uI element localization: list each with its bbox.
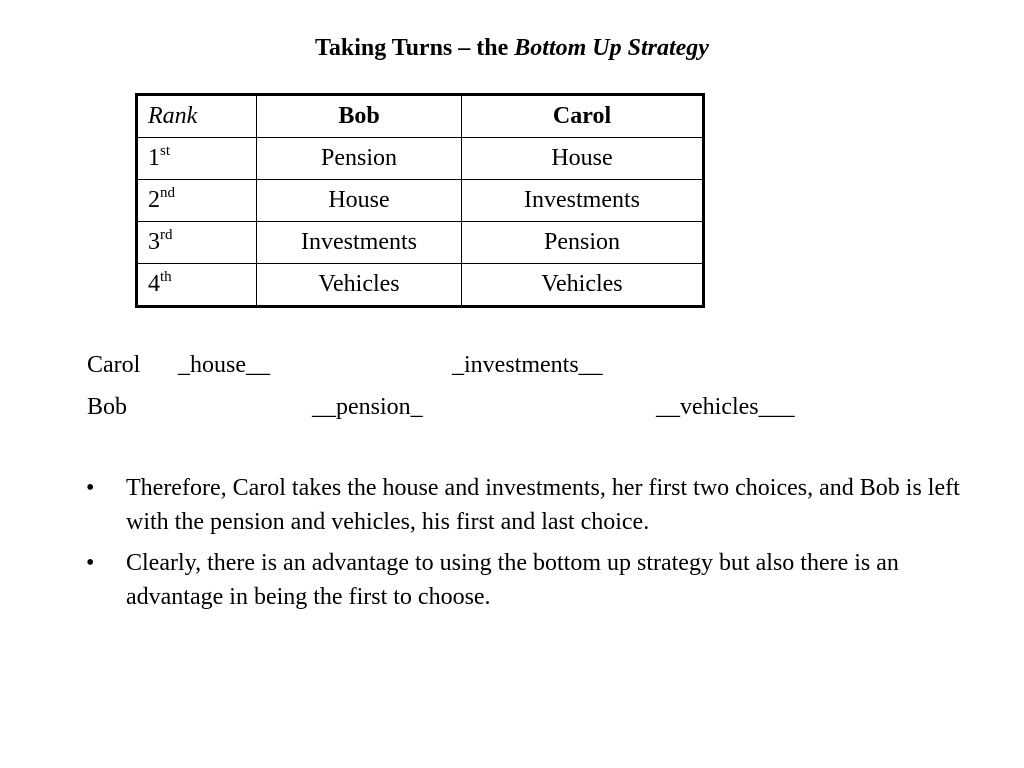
bob-pick-1: __pension_	[312, 394, 423, 420]
header-carol: Carol	[462, 95, 704, 138]
carol-pick-1: _house__	[178, 352, 270, 378]
header-rank: Rank	[137, 95, 257, 138]
header-bob: Bob	[257, 95, 462, 138]
rank-number: 2	[148, 187, 160, 213]
table-header-row	[137, 95, 704, 138]
rank-cell	[137, 180, 257, 222]
rank-cell	[137, 222, 257, 264]
bob-choice-cell: Pension	[257, 138, 462, 180]
carol-choice-cell: Pension	[462, 222, 704, 264]
rank-number: 4	[148, 271, 160, 297]
bullet-text: Clearly, there is an advantage to using the bottom up strategy but also there is an advantage in being the first to choose.	[126, 550, 899, 610]
title-emphasis: Bottom Up Strategy	[514, 35, 709, 61]
list-item	[86, 546, 966, 614]
title-prefix: Taking Turns – the	[315, 35, 515, 61]
rank-cell	[137, 138, 257, 180]
carol-choice-cell: House	[462, 138, 704, 180]
rank-suffix: st	[160, 143, 171, 159]
rank-number: 1	[148, 145, 160, 171]
carol-pick-2: _investments__	[452, 352, 603, 378]
bob-choice-cell: Investments	[257, 222, 462, 264]
conclusion-list	[86, 471, 966, 621]
table-row	[137, 222, 704, 264]
slide-title	[0, 33, 1024, 63]
table-row	[137, 138, 704, 180]
list-item	[86, 471, 966, 539]
bob-choice-cell: House	[257, 180, 462, 222]
bullet-text: Therefore, Carol takes the house and investments, her first two choices, and Bob is left with the pension and vehicles, his first and last choice.	[126, 475, 960, 535]
bob-choice-cell: Vehicles	[257, 264, 462, 307]
carol-selection-name: Carol	[87, 352, 141, 378]
bullet-marker: •	[86, 550, 95, 576]
bullet-marker: •	[86, 475, 95, 501]
carol-choice-cell: Vehicles	[462, 264, 704, 307]
table-row	[137, 264, 704, 307]
table-row	[137, 180, 704, 222]
bob-selection-name: Bob	[87, 394, 128, 420]
rank-suffix: nd	[160, 185, 175, 201]
preference-table	[135, 93, 705, 308]
rank-suffix: rd	[160, 227, 173, 243]
rank-suffix: th	[160, 269, 172, 285]
rank-number: 3	[148, 229, 160, 255]
carol-choice-cell: Investments	[462, 180, 704, 222]
rank-cell	[137, 264, 257, 307]
bob-pick-2: __vehicles___	[656, 394, 795, 420]
